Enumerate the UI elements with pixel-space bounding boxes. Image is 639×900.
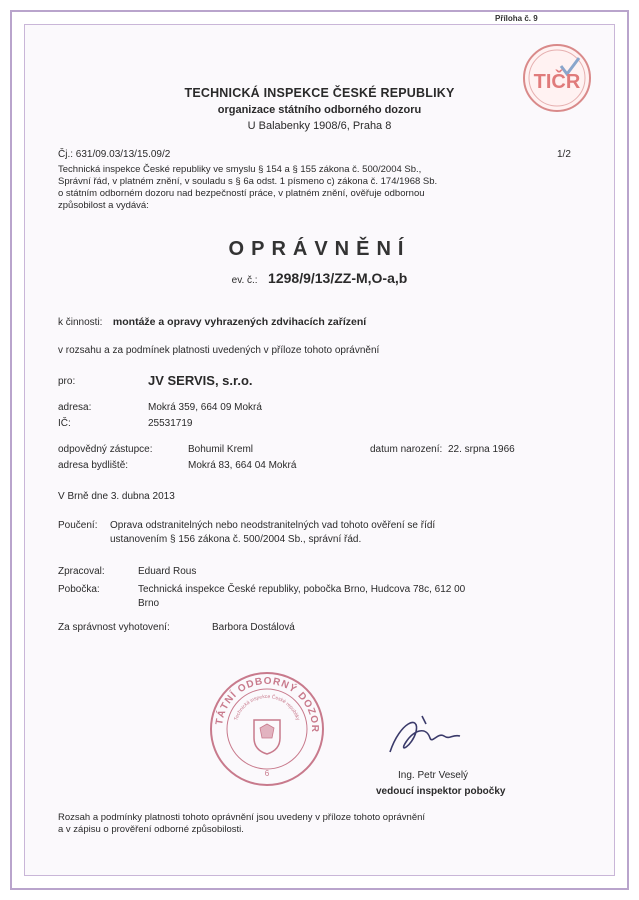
branch-line: Technická inspekce České republiky, pobočka Brno, Hudcova 78c, 612 00 (138, 584, 466, 595)
footer-line: Rozsah a podmínky platnosti tohoto oprávnění jsou uvedeny v příloze tohoto oprávnění (58, 812, 426, 823)
footer-line: a v zápisu o prověření odborné způsobilosti. (58, 824, 244, 835)
ic-label: IČ: (58, 418, 71, 429)
activity-value: montáže a opravy vyhrazených zdvihacích zařízení (112, 316, 367, 328)
svg-text:Technická inspekce České repub (233, 693, 301, 721)
company-address: Mokrá 359, 664 09 Mokrá (148, 402, 262, 413)
official-stamp (206, 668, 328, 790)
intro-text (58, 164, 588, 212)
representative-name: Bohumil Kreml (188, 444, 254, 455)
birthdate-value: 22. srpna 1966 (448, 444, 515, 455)
signatory-role: vedoucí inspektor pobočky (376, 786, 506, 797)
org-subtitle: organizace státního odborného dozoru (217, 104, 422, 116)
org-name: TECHNICKÁ INSPEKCE ČESKÉ REPUBLIKY (184, 86, 455, 100)
activity (58, 312, 366, 330)
birthdate-label: datum narození: (370, 444, 443, 455)
svg-text:STÁTNÍ ODBORNÝ DOZOR (206, 668, 320, 733)
branch-line: Brno (138, 598, 160, 609)
instruction-line: Oprava odstranitelných nebo neodstranitelných vad tohoto ověření se řídí (110, 520, 436, 531)
activity-label: k činnosti: (58, 317, 103, 328)
residence-label: adresa bydliště: (58, 460, 129, 471)
residence-value: Mokrá 83, 664 04 Mokrá (188, 460, 297, 471)
intro-line: způsobilost a vydává: (58, 200, 149, 211)
correctness-label: Za správnost vyhotovení: (58, 622, 170, 633)
reference-number: Čj.: 631/09.03/13/15.09/2 (58, 149, 171, 160)
branch-label: Pobočka: (58, 584, 100, 595)
page-number: 1/2 (557, 149, 571, 160)
stamp-inner-text: Technická inspekce České republiky (233, 693, 301, 722)
stamp-seal-icon (206, 668, 328, 790)
processed-by-value: Eduard Rous (138, 566, 197, 577)
handwritten-signature (380, 712, 490, 760)
signatory-name: Ing. Petr Veselý (398, 770, 469, 781)
intro-line: Technická inspekce České republiky ve smyslu § 154 a § 155 zákona č. 500/2004 Sb., (58, 164, 422, 175)
org-address: U Balabenky 1908/6, Praha 8 (247, 120, 392, 132)
ic-value: 25531719 (148, 418, 193, 429)
evidence-value: 1298/9/13/ZZ-M,O-a,b (268, 270, 408, 286)
document-title: OPRÁVNĚNÍ (228, 238, 411, 260)
stamp-top-text: TÁTNÍ ODBORNÝ DOZOR (214, 675, 321, 733)
instruction-label: Poučení: (58, 520, 98, 531)
annex-label: Příloha č. 9 (495, 14, 538, 23)
logo-text: TIČR (533, 71, 581, 93)
processed-by-label: Zpracoval: (58, 566, 105, 577)
scope-text: v rozsahu a za podmínek platnosti uvedených v příloze tohoto oprávnění (58, 345, 380, 356)
company-name: JV SERVIS, s.r.o. (148, 373, 253, 388)
pro-label: pro: (58, 376, 76, 387)
stamp-number: 6 (264, 769, 270, 778)
evidence-number (0, 270, 639, 288)
footer-note (58, 812, 588, 836)
instruction-line: ustanovením § 156 zákona č. 500/2004 Sb., správní řád. (110, 534, 362, 545)
representative-label: odpovědný zástupce: (58, 444, 153, 455)
evidence-prefix: ev. č.: (231, 275, 258, 286)
correctness-value: Barbora Dostálová (212, 622, 295, 633)
intro-line: Správní řád, v platném znění, v souladu s § 6a odst. 1 písmeno c) zákona č. 174/1968 Sb. (58, 176, 438, 187)
intro-line: o státním odborném dozoru nad bezpečností práce, v platném znění, ověřuje odbornou (58, 188, 425, 199)
issue-date: V Brně dne 3. dubna 2013 (58, 491, 175, 502)
address-label: adresa: (58, 402, 92, 413)
